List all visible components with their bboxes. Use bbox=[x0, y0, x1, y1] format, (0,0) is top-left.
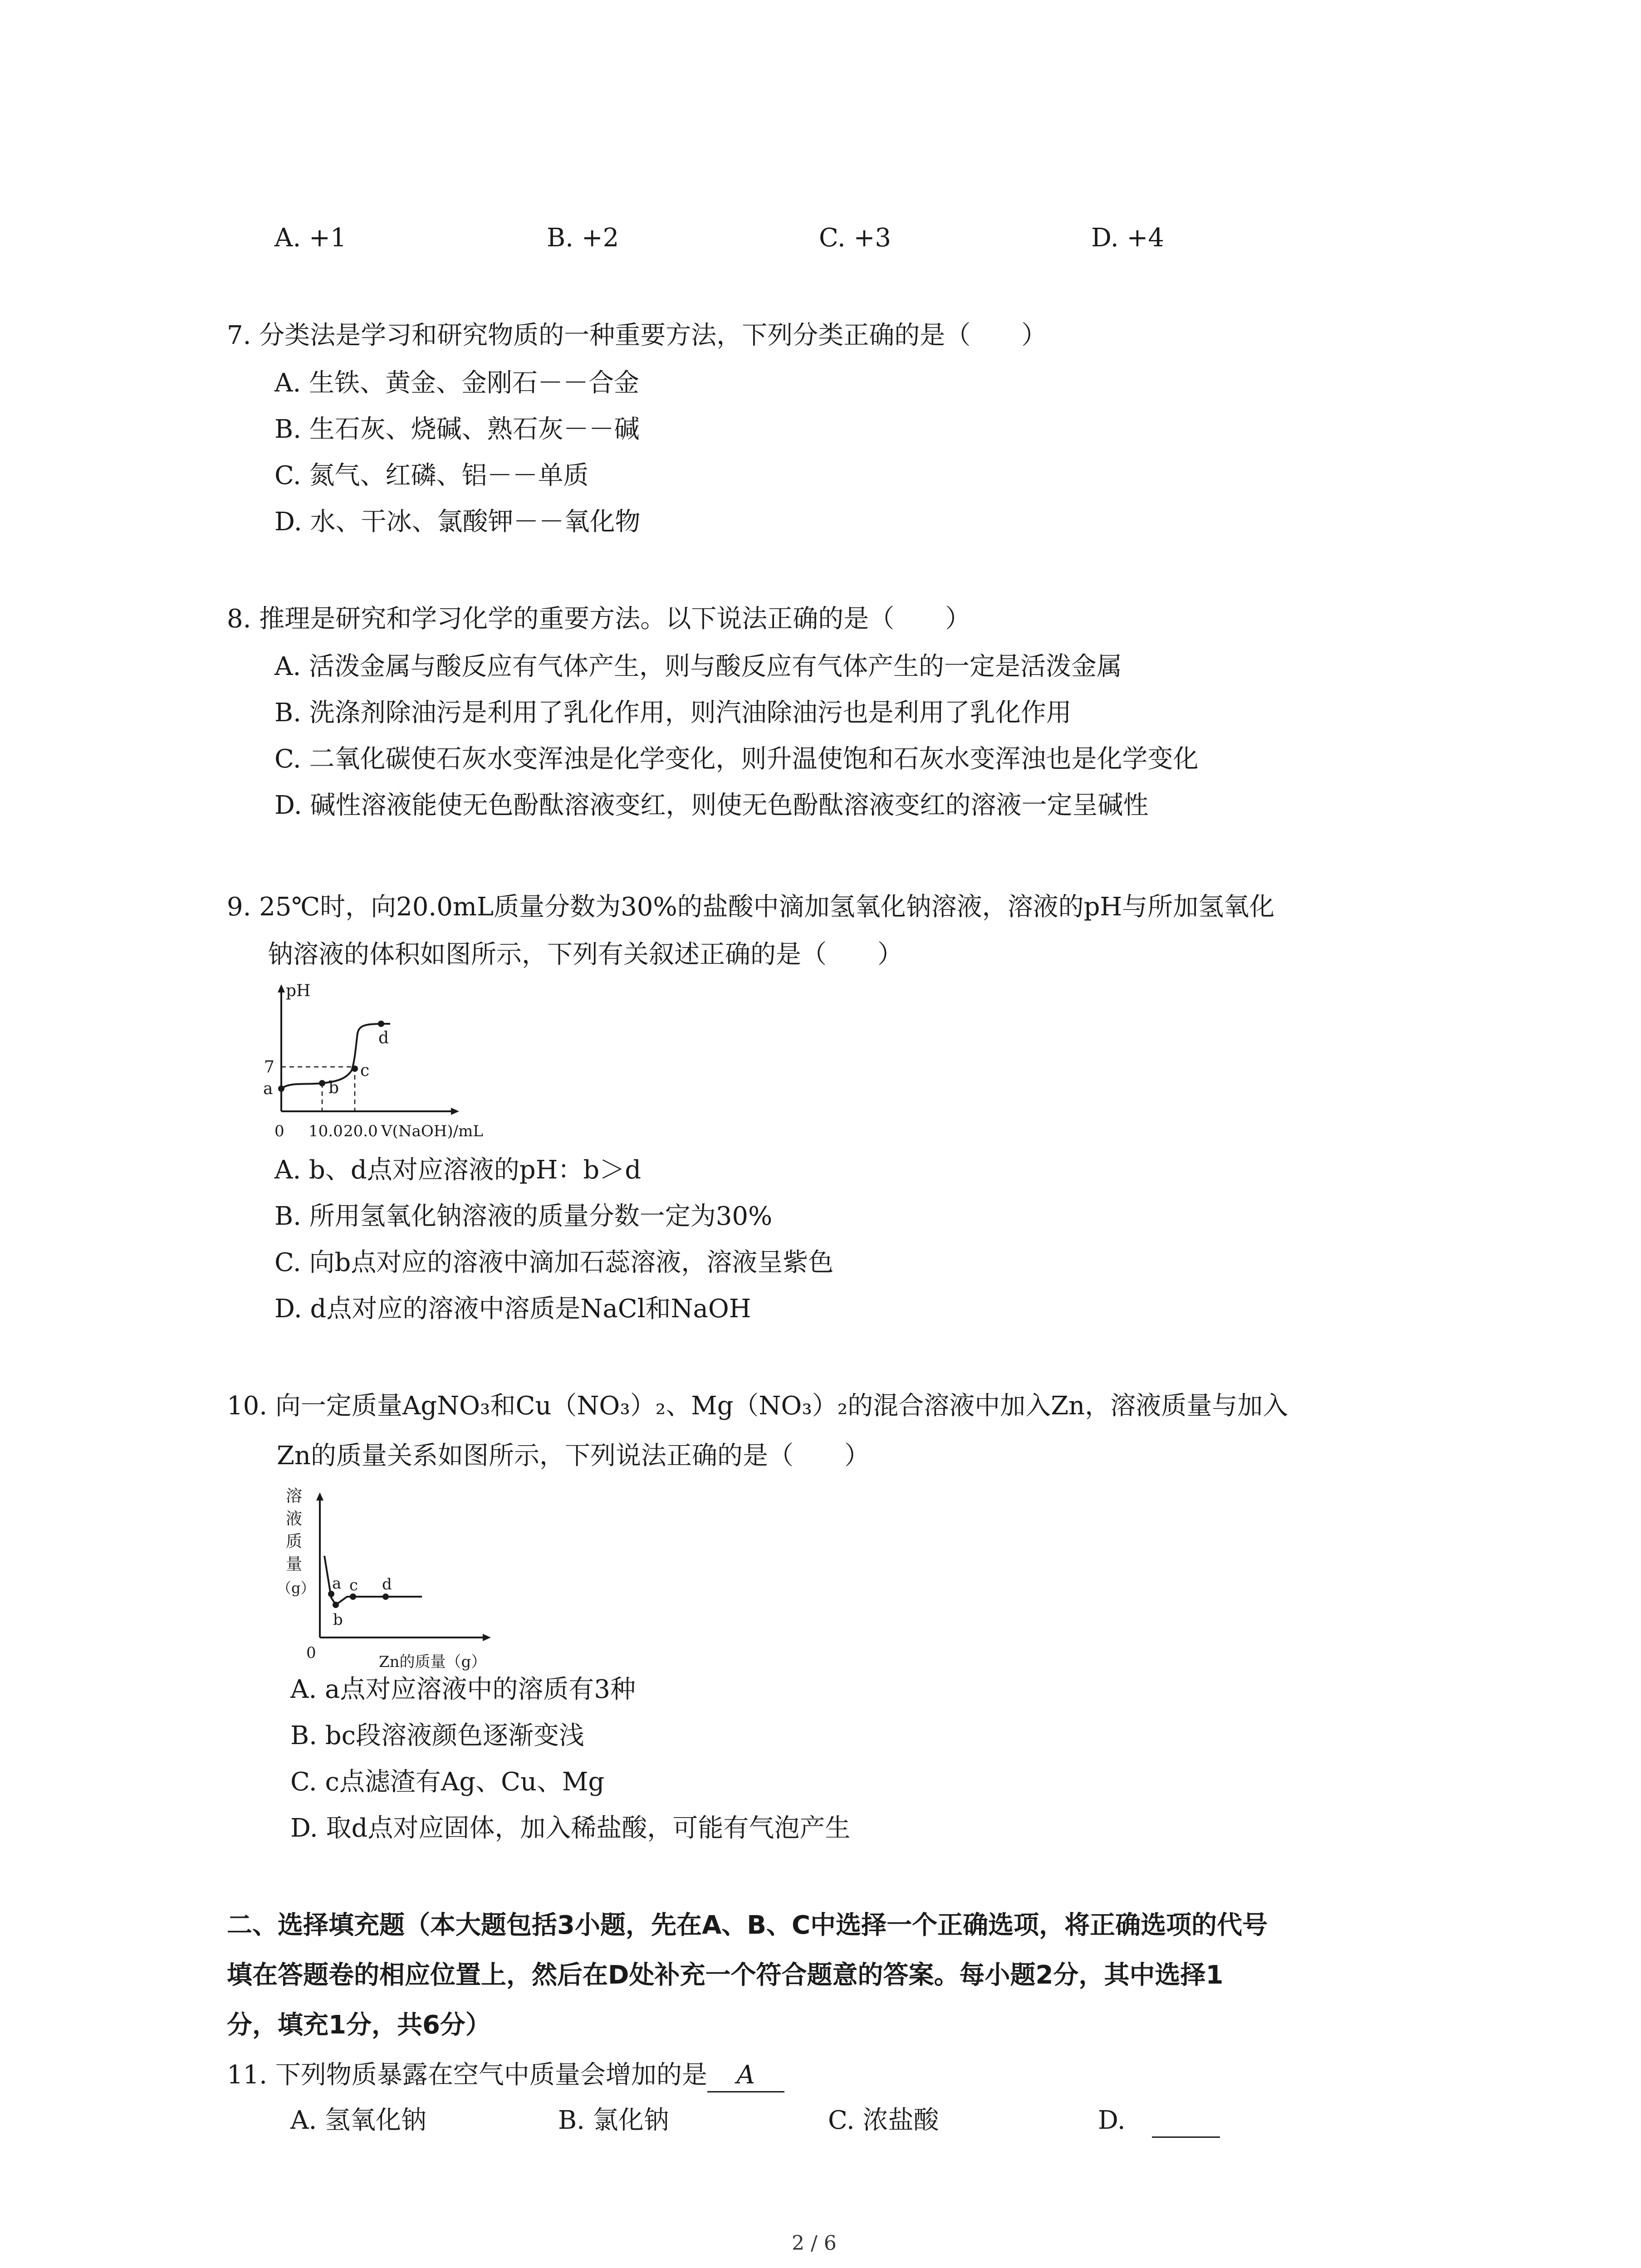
q11-option-d-blank[interactable] bbox=[1152, 2105, 1220, 2138]
q11-answer-blank: A bbox=[707, 2059, 784, 2092]
q10-point-d-label: d bbox=[382, 1575, 392, 1593]
q6-option-d: D. +4 bbox=[1091, 223, 1165, 253]
q6-option-a: A. +1 bbox=[274, 223, 347, 253]
q7-option-d: D. 水、干冰、氯酸钾－－氧化物 bbox=[274, 507, 641, 537]
q10-y-label-1: 溶 bbox=[286, 1487, 303, 1505]
q10-point-b-label: b bbox=[333, 1611, 343, 1629]
q10-y-label-5: （g） bbox=[277, 1579, 315, 1597]
q9-option-b: B. 所用氢氧化钠溶液的质量分数一定为30% bbox=[274, 1202, 773, 1231]
q9-x-tick-20: 20.0 bbox=[343, 1122, 378, 1140]
q7-stem: 7. 分类法是学习和研究物质的一种重要方法，下列分类正确的是（ ） bbox=[227, 321, 1047, 350]
q11-option-d bbox=[1098, 2105, 1220, 2138]
q7-option-b: B. 生石灰、烧碱、熟石灰－－碱 bbox=[274, 415, 640, 444]
section2-heading-line2: 填在答题卷的相应位置上，然后在D处补充一个符合题意的答案。每小题2分，其中选择1 bbox=[227, 1960, 1224, 1990]
q9-x-axis-label: V(NaOH)/mL bbox=[381, 1122, 483, 1140]
q10-point-a-label: a bbox=[332, 1574, 342, 1593]
q11-option-a: A. 氢氧化钠 bbox=[290, 2106, 427, 2135]
q6-option-b: B. +2 bbox=[547, 223, 619, 253]
q9-option-c: C. 向b点对应的溶液中滴加石蕊溶液，溶液呈紫色 bbox=[274, 1248, 834, 1277]
q11-stem bbox=[227, 2059, 784, 2092]
q10-y-label-4: 量 bbox=[286, 1555, 303, 1574]
q8-stem: 8. 推理是研究和学习化学的重要方法。以下说法正确的是（ ） bbox=[227, 604, 971, 634]
q11-option-c: C. 浓盐酸 bbox=[828, 2106, 939, 2135]
q7-option-a: A. 生铁、黄金、金刚石－－合金 bbox=[274, 368, 640, 398]
q10-y-label-2: 液 bbox=[286, 1510, 303, 1528]
q9-option-d: D. d点对应的溶液中溶质是NaCl和NaOH bbox=[274, 1294, 751, 1324]
q10-stem-line2: Zn的质量关系如图所示，下列说法正确的是（ ） bbox=[277, 1441, 870, 1471]
q9-point-d-label: d bbox=[378, 1029, 389, 1047]
q7-option-c: C. 氮气、红磷、铝－－单质 bbox=[274, 461, 589, 490]
q10-point-b bbox=[333, 1602, 339, 1608]
q9-y-tick-7: 7 bbox=[264, 1058, 274, 1076]
q9-point-c bbox=[352, 1066, 358, 1072]
q8-option-a: A. 活泼金属与酸反应有气体产生，则与酸反应有气体产生的一定是活泼金属 bbox=[274, 652, 1122, 681]
q6-option-c: C. +3 bbox=[819, 223, 892, 253]
section2-heading-line3: 分，填充1分，共6分） bbox=[227, 2010, 491, 2040]
q11-option-b: B. 氯化钠 bbox=[558, 2106, 669, 2135]
q11-option-d-label: D. bbox=[1098, 2106, 1126, 2135]
q9-point-d bbox=[378, 1021, 384, 1027]
q10-stem-line1: 10. 向一定质量AgNO₃和Cu（NO₃）₂、Mg（NO₃）₂的混合溶液中加入Zn，溶液质量与加入 bbox=[227, 1391, 1288, 1421]
q9-point-b-label: b bbox=[328, 1079, 339, 1097]
q11-stem-text: 11. 下列物质暴露在空气中质量会增加的是 bbox=[227, 2060, 707, 2090]
q8-option-d: D. 碱性溶液能使无色酚酞溶液变红，则使无色酚酞溶液变红的溶液一定呈碱性 bbox=[274, 791, 1149, 820]
q8-option-c: C. 二氧化碳使石灰水变浑浊是化学变化，则升温使饱和石灰水变浑浊也是化学变化 bbox=[274, 744, 1199, 774]
q10-option-d: D. 取d点对应固体，加入稀盐酸，可能有气泡产生 bbox=[290, 1813, 851, 1843]
q9-ph-graph bbox=[254, 980, 483, 1152]
q10-origin-label: 0 bbox=[306, 1644, 316, 1662]
q9-option-a: A. b、d点对应溶液的pH：b＞d bbox=[274, 1155, 642, 1185]
q9-stem-line1: 9. 25℃时，向20.0mL质量分数为30%的盐酸中滴加氢氧化钠溶液，溶液的pH与所加氢氧化 bbox=[227, 892, 1275, 922]
q9-point-a bbox=[278, 1085, 284, 1092]
q9-point-b bbox=[319, 1080, 325, 1086]
q10-point-d bbox=[382, 1593, 389, 1600]
q10-point-c-label: c bbox=[349, 1576, 358, 1594]
q9-y-axis-label: pH bbox=[286, 982, 311, 1000]
q10-mass-graph bbox=[277, 1483, 531, 1674]
q9-point-a-label: a bbox=[263, 1080, 273, 1098]
q10-x-axis-label: Zn的质量（g） bbox=[379, 1653, 487, 1671]
q9-origin-label: 0 bbox=[274, 1122, 284, 1140]
q10-option-c: C. c点滤渣有Ag、Cu、Mg bbox=[290, 1767, 605, 1797]
page-number: 2 / 6 bbox=[792, 2232, 837, 2255]
section2-heading-line1: 二、选择填充题（本大题包括3小题，先在A、B、C中选择一个正确选项，将正确选项的代号 bbox=[227, 1911, 1268, 1940]
q9-stem-line2: 钠溶液的体积如图所示，下列有关叙述正确的是（ ） bbox=[268, 940, 903, 969]
q9-point-c-label: c bbox=[360, 1061, 370, 1080]
q10-y-label-3: 质 bbox=[286, 1532, 303, 1551]
q10-point-c bbox=[350, 1593, 356, 1600]
q8-option-b: B. 洗涤剂除油污是利用了乳化作用，则汽油除油污也是利用了乳化作用 bbox=[274, 698, 1072, 728]
q10-option-b: B. bc段溶液颜色逐渐变浅 bbox=[290, 1721, 584, 1750]
q10-option-a: A. a点对应溶液中的溶质有3种 bbox=[290, 1675, 636, 1704]
q9-x-tick-10: 10.0 bbox=[309, 1122, 343, 1140]
